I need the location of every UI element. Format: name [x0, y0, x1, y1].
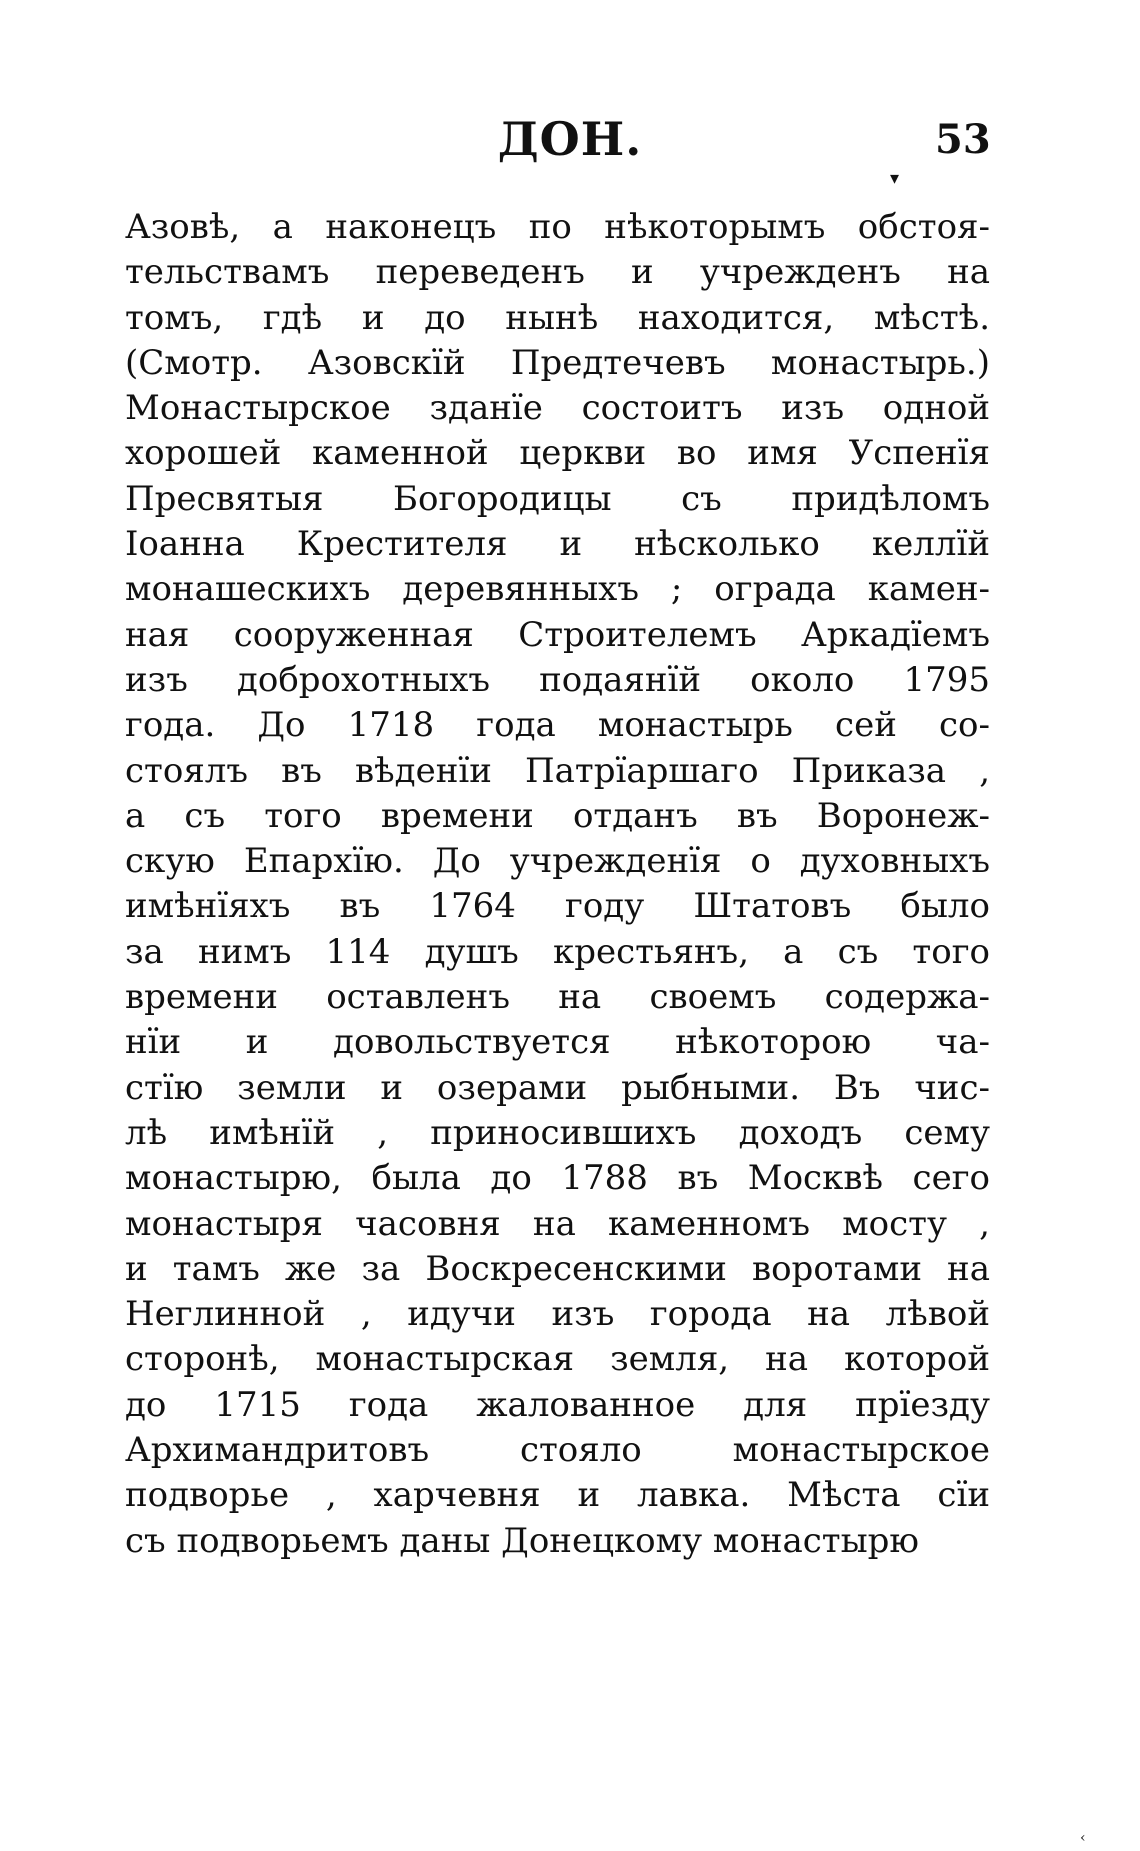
text-line: тельствамъ переведенъ и учрежденъ на: [125, 252, 990, 293]
text-line: нїи и довольствуется нѣкоторою ча-: [125, 1022, 990, 1063]
text-line: Монастырское зданїе состоитъ изъ одной: [125, 388, 990, 429]
text-line: изъ доброхотныхъ подаянїй около 1795: [125, 659, 990, 700]
text-line: и тамъ же за Воскресенскими воротами на: [125, 1248, 990, 1289]
text-line: сторонѣ, монастырская земля, на которой: [125, 1339, 990, 1380]
text-line: Архимандритовъ стояло монастырское: [125, 1430, 990, 1471]
body-text: [125, 205, 990, 1564]
text-line: до 1715 года жалованное для прїезду: [125, 1384, 990, 1425]
text-line: скую Епархїю. До учрежденїя о духовныхъ: [125, 841, 990, 882]
text-line: монастыря часовня на каменномъ мосту ,: [125, 1203, 990, 1244]
text-line: томъ, гдѣ и до нынѣ находится, мѣстѣ.: [125, 297, 990, 338]
text-line: Неглинной , идучи изъ города на лѣвой: [125, 1294, 990, 1335]
text-line: стїю земли и озерами рыбными. Въ чис-: [125, 1067, 990, 1108]
text-line: хорошей каменной церкви во имя Успенїя: [125, 433, 990, 474]
text-line: монашескихъ деревянныхъ ; ограда камен-: [125, 569, 990, 610]
text-line: имѣнїяхъ въ 1764 году Штатовъ было: [125, 886, 990, 927]
text-line: (Смотр. Азовскїй Предтечевъ монастырь.): [125, 342, 990, 383]
text-line: Пресвятыя Богородицы съ придѣломъ: [125, 478, 990, 519]
text-line: стоялъ въ вѣденїи Патрїаршаго Приказа ,: [125, 750, 990, 791]
text-line: а съ того времени отданъ въ Воронеж-: [125, 795, 990, 836]
running-head-title: ДОН.: [497, 112, 643, 166]
text-line: лѣ имѣнїй , приносившихъ доходъ сему: [125, 1112, 990, 1153]
page-number: 53: [935, 116, 991, 163]
stray-print-mark: ‹: [1080, 1830, 1086, 1846]
text-line: подворье , харчевня и лавка. Мѣста сїи: [125, 1475, 990, 1516]
printer-mark: ▾: [890, 168, 900, 189]
text-line: Азовѣ, а наконецъ по нѣкоторымъ обстоя-: [125, 207, 990, 247]
text-line: ная сооруженная Строителемъ Аркадїемъ: [125, 614, 990, 655]
text-line: съ подворьемъ даны Донецкому монастырю: [125, 1520, 920, 1561]
text-line: Іоанна Крестителя и нѣсколько келлїй: [125, 524, 990, 565]
text-line: за нимъ 114 душъ крестьянъ, а съ того: [125, 931, 990, 972]
text-line: времени оставленъ на своемъ содержа-: [125, 977, 990, 1018]
text-line: года. До 1718 года монастырь сей со-: [125, 705, 990, 746]
text-line: монастырю, была до 1788 въ Москвѣ сего: [125, 1158, 990, 1199]
